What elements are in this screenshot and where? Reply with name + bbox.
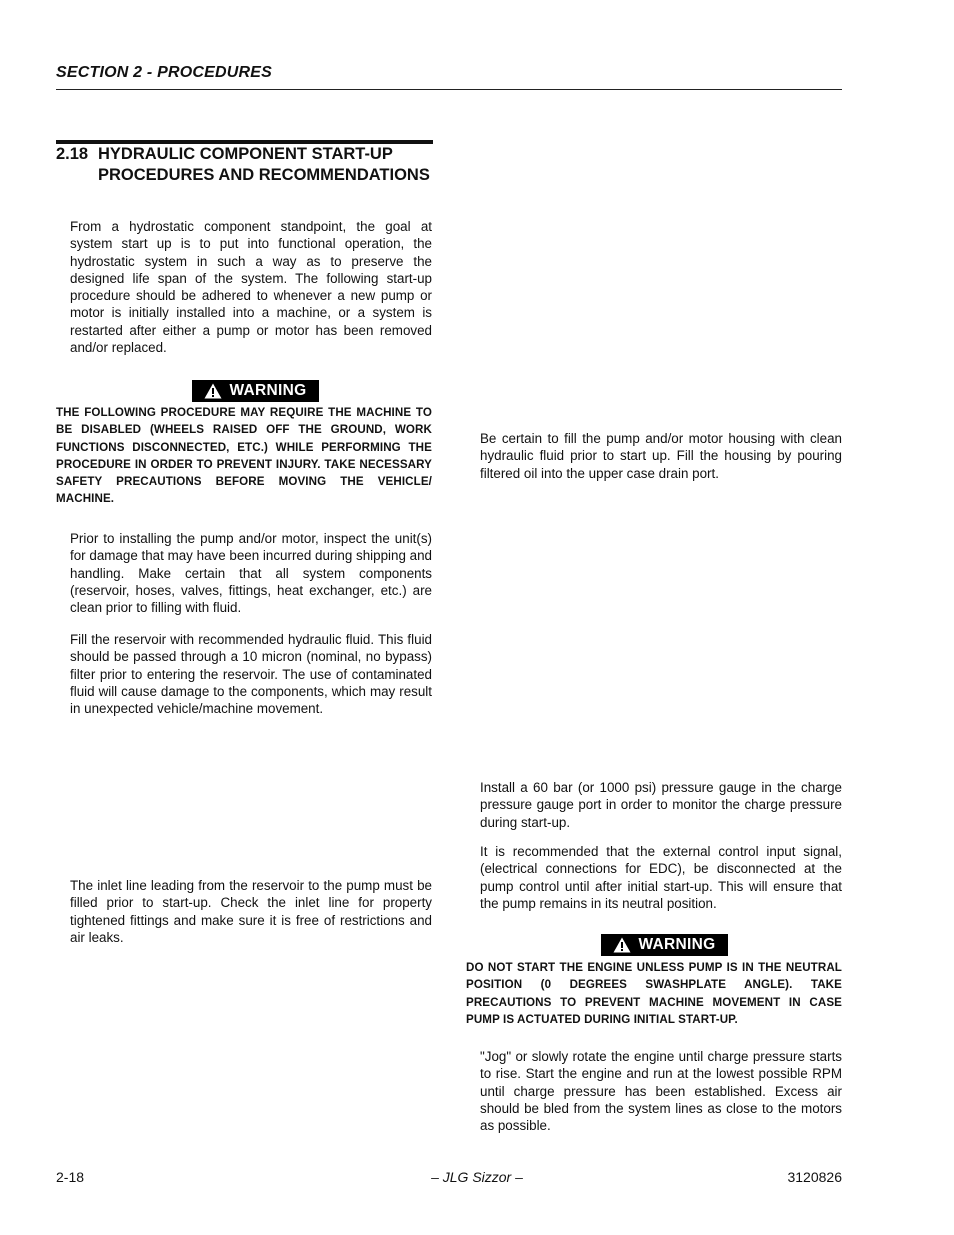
warning-label: WARNING (229, 382, 307, 399)
intro-paragraph: From a hydrostatic component standpoint, the goal at system start up is to put into functional operation, the hydrostatic system in such a way as to preserve the designed life span of the system. The following start-up procedure should be adhered to whenever a new pump or motor is initially installed into a machine, or a system is restarted after either a pump or motor has been removed and/or replaced. (70, 219, 432, 356)
footer-product: – JLG Sizzor – (431, 1169, 523, 1185)
header-divider (56, 89, 842, 90)
inlet-line-paragraph: The inlet line leading from the reservoir to the pump must be filled prior to start-up. Check the inlet line for property tightened fittings and make sure it is free of restrictions and air leaks. (70, 878, 432, 945)
pressure-gauge-paragraph: Install a 60 bar (or 1000 psi) pressure gauge in the charge pressure gauge port in order to monitor the charge pressure during start-up. (480, 780, 842, 830)
warning-text: THE FOLLOWING PROCEDURE MAY REQUIRE THE MACHINE TO BE DISABLED (WHEELS RAISED OFF THE GROUND, WORK FUNCTIONS DISCONNECTED, ETC.) WHILE PERFORMING THE PROCEDURE IN ORDER TO PREVENT INJURY. TAKE NECESSARY SAFETY PRECAUTIONS BEFORE MOVING THE VEHICLE/ MACHINE. (56, 406, 432, 506)
section-number: 2.18 (56, 145, 89, 163)
inspect-paragraph: Prior to installing the pump and/or motor, inspect the unit(s) for damage that may have been incurred during shipping and handling. Make certain that all system components (reservoir, hoses, valves, fittings, heat exchanger, etc.) are clean prior to filling with fluid. (70, 531, 432, 616)
section-title: SECTION 2 - PROCEDURES (56, 64, 272, 81)
section-heading-title: HYDRAULIC COMPONENT START-UP PROCEDURES AND RECOMMENDATIONS (98, 145, 430, 184)
fill-housing-paragraph: Be certain to fill the pump and/or motor housing with clean hydraulic fluid prior to start up. Fill the housing by pouring filtered oil into the upper case drain port. (480, 431, 842, 481)
warning-badge (192, 380, 319, 402)
section-heading (56, 144, 433, 185)
warning-badge (601, 934, 728, 956)
jog-paragraph: "Jog" or slowly rotate the engine until charge pressure starts to rise. Start the engine and run at the lowest possible RPM until charge pressure has been established. Excess air should be bled from the system lines as close to the motors as possible. (480, 1049, 842, 1134)
fill-reservoir-paragraph: Fill the reservoir with recommended hydraulic fluid. This fluid should be passed through a 10 micron (nominal, no bypass) filter prior to entering the reservoir. The use of contaminated fluid will cause damage to the components, which may result in unexpected vehicle/machine movement. (70, 632, 432, 717)
page-number: 2-18 (56, 1169, 85, 1185)
warning-triangle-icon (613, 937, 631, 953)
warning-label: WARNING (638, 936, 716, 953)
control-signal-paragraph: It is recommended that the external control input signal, (electrical connections for EDC), be disconnected at the pump control until after initial start-up. This will ensure that the pump remains in its neutral position. (480, 844, 842, 911)
warning-triangle-icon (204, 383, 222, 399)
document-number: 3120826 (787, 1169, 842, 1185)
warning-text: DO NOT START THE ENGINE UNLESS PUMP IS IN THE NEUTRAL POSITION (0 DEGREES SWASHPLATE ANGLE). TAKE PRECAUTIONS TO PREVENT MACHINE MOVEMENT IN CASE PUMP IS ACTUATED DURING INITIAL START-UP. (466, 961, 842, 1026)
